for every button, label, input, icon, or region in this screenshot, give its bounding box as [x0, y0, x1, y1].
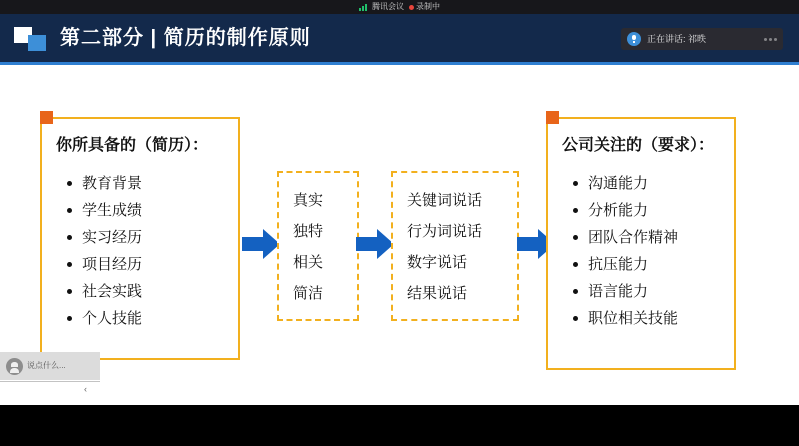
principles-box — [277, 171, 359, 321]
chat-input-placeholder: 说点什么... — [27, 361, 66, 370]
list-item: 独特 — [293, 223, 324, 240]
signal-bars-icon — [359, 3, 367, 11]
list-item: 项目经历 — [64, 251, 238, 278]
list-item: 团队合作精神 — [570, 224, 734, 251]
chat-input-bar[interactable] — [0, 352, 100, 380]
arrow-right-icon — [356, 229, 396, 259]
list-item: 数字说话 — [407, 254, 468, 271]
list-item: 结果说话 — [407, 285, 468, 302]
company-requirements-title: 公司关注的（要求）： — [562, 137, 715, 154]
recording-dot-icon — [409, 5, 414, 10]
recording-label: 录制中 — [416, 2, 440, 11]
list-item: 行为词说话 — [407, 223, 483, 240]
slide-header-rule — [0, 62, 799, 65]
list-item: 抗压能力 — [570, 251, 734, 278]
list-item: 职位相关技能 — [570, 305, 734, 332]
meeting-app-name: 腾讯会议 — [372, 2, 404, 11]
candidate-qualifications-box — [40, 117, 240, 360]
list-item: 相关 — [293, 254, 324, 271]
shared-slide — [0, 14, 799, 405]
list-item: 分析能力 — [570, 197, 734, 224]
list-item: 语言能力 — [570, 278, 734, 305]
principles-list — [293, 185, 357, 309]
company-requirements-list — [570, 170, 734, 332]
slide-title: 第二部分 | 简历的制作原则 — [60, 27, 311, 49]
list-item: 沟通能力 — [570, 170, 734, 197]
meeting-status-bar — [0, 0, 799, 14]
user-avatar-icon — [6, 358, 23, 375]
candidate-qualifications-title: 你所具备的（简历）： — [56, 137, 209, 154]
brand-logo-icon — [14, 27, 48, 51]
list-item: 关键词说话 — [407, 192, 483, 209]
audio-waveform-icon — [764, 38, 777, 41]
expression-methods-list — [407, 185, 517, 309]
list-item: 简洁 — [293, 285, 324, 302]
chat-collapse-icon[interactable]: ‹ — [84, 384, 87, 394]
company-requirements-box — [546, 117, 736, 370]
arrow-right-icon — [242, 229, 282, 259]
active-speaker-panel[interactable] — [621, 28, 783, 50]
list-item: 教育背景 — [64, 170, 238, 197]
expression-methods-box — [391, 171, 519, 321]
corner-marker-icon — [546, 111, 559, 124]
active-speaker-label: 正在讲话: 祁昳 — [647, 34, 707, 44]
corner-marker-icon — [40, 111, 53, 124]
bottom-toolbar-band — [0, 405, 799, 446]
list-item: 个人技能 — [64, 305, 238, 332]
chat-divider — [0, 381, 100, 382]
list-item: 实习经历 — [64, 224, 238, 251]
list-item: 社会实践 — [64, 278, 238, 305]
list-item: 真实 — [293, 192, 324, 209]
list-item: 学生成绩 — [64, 197, 238, 224]
recording-status — [409, 3, 440, 11]
microphone-icon — [627, 32, 641, 46]
candidate-qualifications-list — [64, 170, 238, 332]
